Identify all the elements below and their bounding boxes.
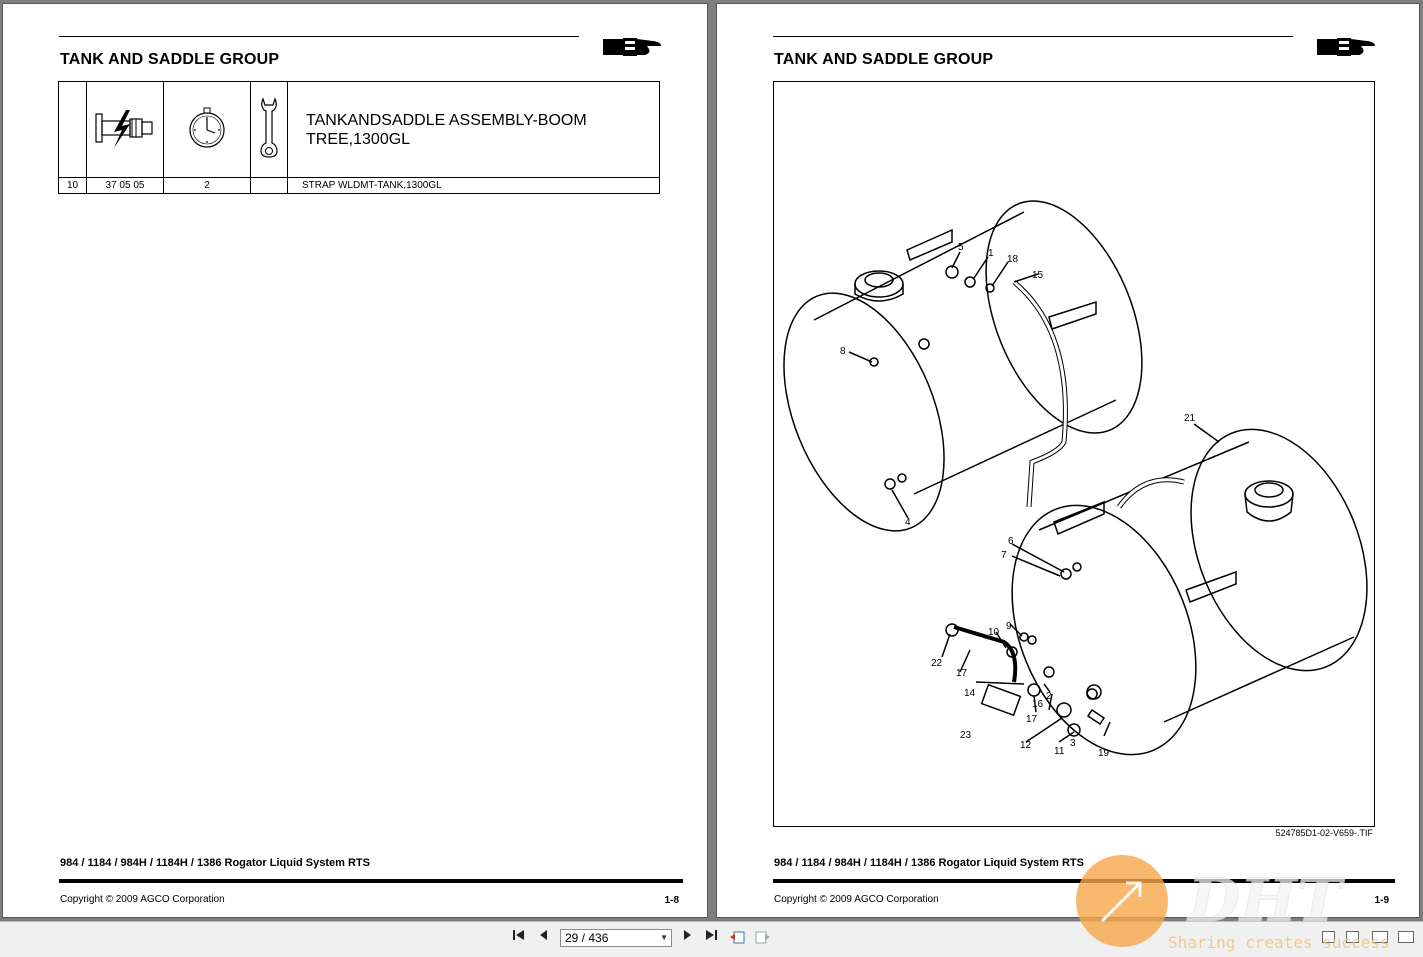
header-rule bbox=[773, 36, 1293, 37]
footer-model: 984 / 1184 / 984H / 1184H / 1386 Rogator Liquid System RTS bbox=[60, 857, 370, 869]
callout-21: 21 bbox=[1184, 413, 1196, 424]
first-page-button[interactable] bbox=[510, 928, 528, 948]
left-page bbox=[2, 3, 708, 918]
footer-model: 984 / 1184 / 984H / 1184H / 1386 Rogator Liquid System RTS bbox=[774, 857, 1084, 869]
callout-14: 14 bbox=[964, 688, 976, 699]
watermark-logo-text: DHT bbox=[1188, 866, 1342, 936]
callout-10: 10 bbox=[988, 627, 1000, 638]
next-page-button[interactable] bbox=[678, 928, 696, 948]
tool-column-header bbox=[251, 82, 288, 178]
page-title: TANK AND SADDLE GROUP bbox=[60, 51, 280, 68]
upper-tank-end bbox=[774, 270, 976, 554]
pointing-hand-icon bbox=[1315, 33, 1379, 63]
parts-table-header bbox=[59, 82, 660, 178]
previous-page-button[interactable] bbox=[535, 928, 553, 948]
page-number: 1-8 bbox=[664, 895, 679, 906]
page-number-field[interactable] bbox=[560, 929, 672, 947]
part-number: 37 05 05 bbox=[87, 178, 164, 194]
first-page-icon bbox=[511, 928, 527, 942]
last-page-button[interactable] bbox=[702, 928, 720, 948]
quantity: 2 bbox=[164, 178, 251, 194]
header-rule bbox=[59, 36, 579, 37]
callout-6: 6 bbox=[1008, 536, 1014, 547]
callout-22: 22 bbox=[931, 658, 943, 669]
table-row bbox=[59, 178, 660, 194]
right-page bbox=[716, 3, 1420, 918]
page-number: 1-9 bbox=[1374, 895, 1389, 906]
callout-5: 5 bbox=[958, 242, 964, 253]
callout-19: 19 bbox=[1098, 748, 1110, 759]
callout-3: 3 bbox=[1070, 738, 1076, 749]
tool-flag bbox=[251, 178, 288, 194]
upper-tank-top-edge bbox=[814, 212, 1024, 320]
callout-16: 16 bbox=[1032, 699, 1044, 710]
callout-11: 11 bbox=[1054, 746, 1065, 757]
parts-table bbox=[58, 81, 660, 194]
footer-rule bbox=[59, 879, 683, 883]
item-column-header bbox=[59, 82, 87, 178]
last-page-icon bbox=[703, 928, 719, 942]
lower-tank-fill-cap bbox=[1245, 481, 1293, 507]
previous-page-icon bbox=[537, 928, 551, 942]
valve-manifold bbox=[982, 685, 1021, 715]
go-back-view-icon[interactable] bbox=[729, 929, 745, 945]
callout-18: 18 bbox=[1007, 254, 1019, 265]
callout-8: 8 bbox=[840, 346, 846, 357]
callout-7: 7 bbox=[1001, 550, 1007, 561]
page-number-value: 29 / 436 bbox=[565, 931, 609, 945]
watermark-tagline: Sharing creates success bbox=[1168, 933, 1390, 952]
pointing-hand-icon bbox=[601, 33, 665, 63]
upper-saddle-bracket bbox=[907, 230, 952, 260]
lower-tank-far-end bbox=[1158, 403, 1374, 697]
callout-23: 23 bbox=[960, 730, 972, 741]
part-number-column-header bbox=[87, 82, 164, 178]
lower-saddle-bracket bbox=[1186, 572, 1236, 602]
stopwatch-icon bbox=[187, 106, 227, 150]
copyright: Copyright © 2009 AGCO Corporation bbox=[774, 894, 939, 905]
quantity-column-header bbox=[164, 82, 251, 178]
part-description: STRAP WLDMT-TANK,1300GL bbox=[288, 178, 660, 194]
callout-1: 1 bbox=[988, 248, 994, 259]
exploded-view-diagram bbox=[773, 81, 1375, 827]
go-forward-view-icon[interactable] bbox=[755, 929, 771, 945]
item-number: 10 bbox=[59, 178, 87, 194]
callout-17b: 17 bbox=[1026, 714, 1038, 725]
callout-4: 4 bbox=[905, 517, 911, 528]
assembly-description: TANKANDSADDLE ASSEMBLY-BOOM TREE,1300GL bbox=[288, 82, 660, 178]
chevron-down-icon[interactable]: ▼ bbox=[660, 933, 668, 942]
wrench-icon bbox=[258, 97, 280, 159]
page-title: TANK AND SADDLE GROUP bbox=[774, 51, 994, 68]
callout-17: 17 bbox=[956, 668, 968, 679]
upper-tank-fill-cap bbox=[855, 271, 903, 297]
part-number-icon bbox=[92, 106, 158, 150]
callout-9: 9 bbox=[1006, 621, 1012, 632]
copyright: Copyright © 2009 AGCO Corporation bbox=[60, 894, 225, 905]
figure-id: 524785D1-02-V659-.TIF bbox=[1275, 828, 1373, 838]
callout-15: 15 bbox=[1032, 270, 1044, 281]
next-page-icon bbox=[680, 928, 694, 942]
tank-assembly-drawing bbox=[774, 82, 1374, 826]
callout-12: 12 bbox=[1020, 740, 1032, 751]
callout-2: 2 bbox=[1046, 691, 1052, 702]
